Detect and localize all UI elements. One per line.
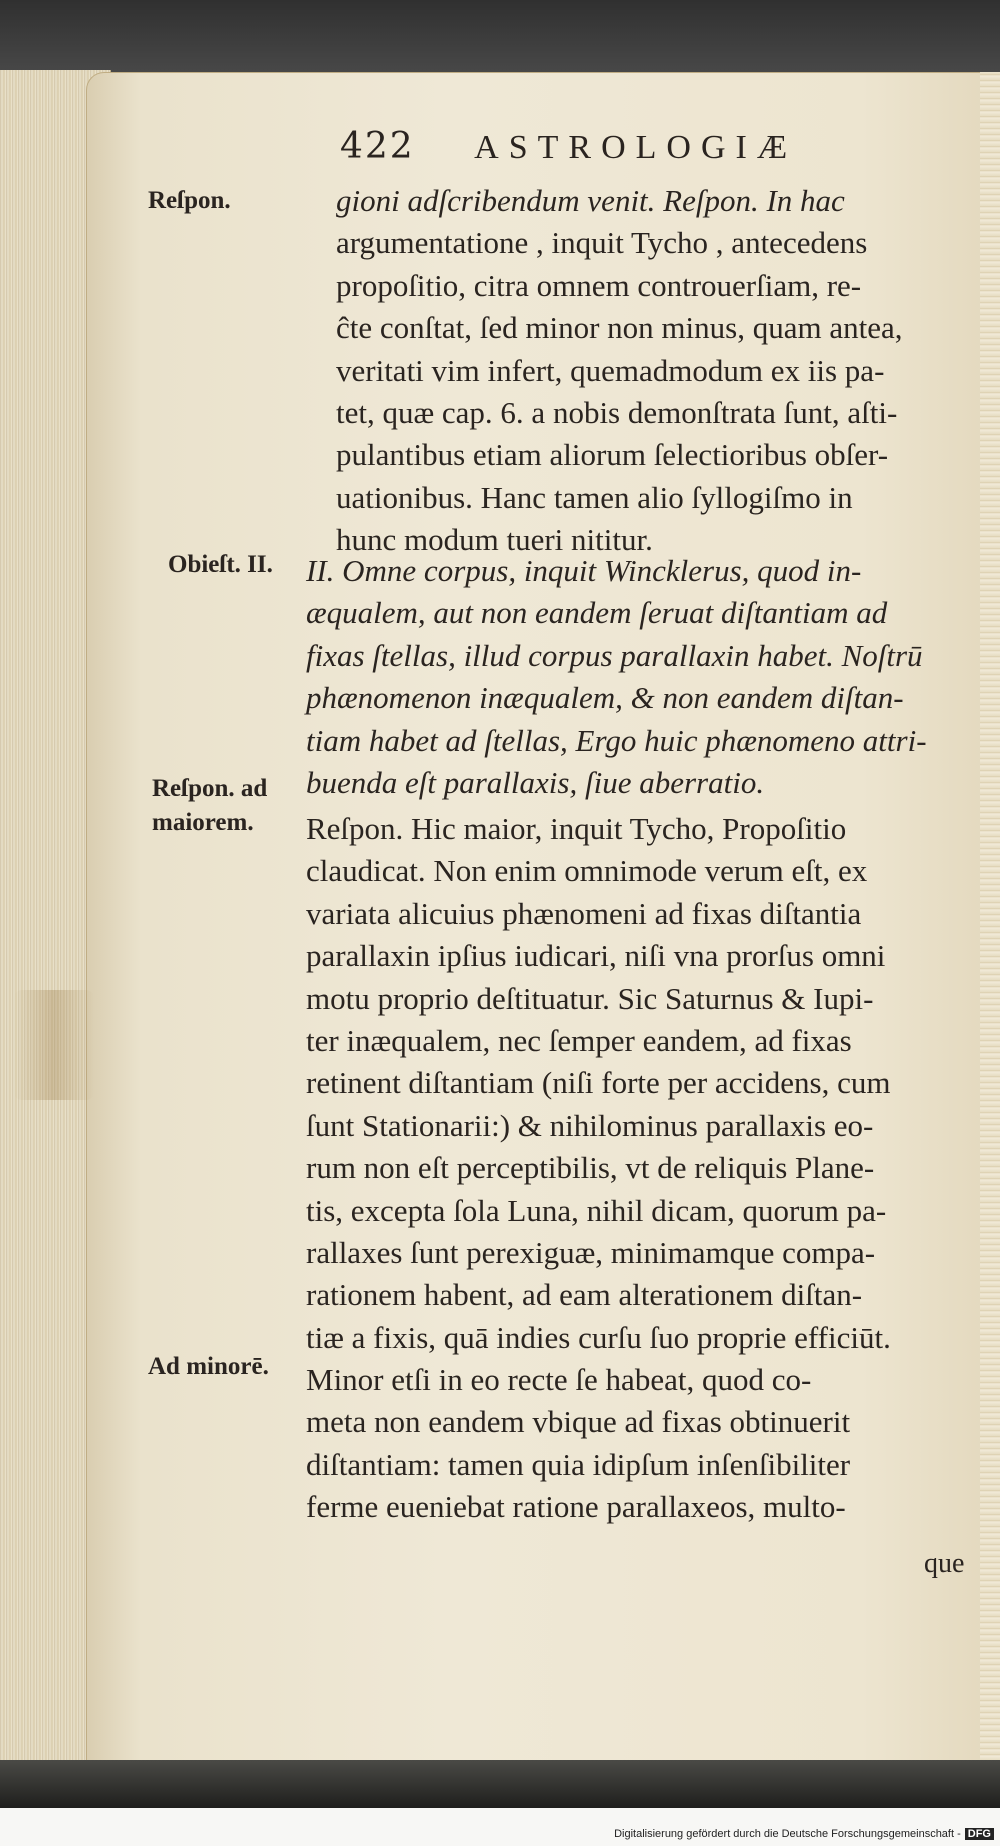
text-block-response — [306, 808, 891, 1529]
margin-note-obiect: Obieſt. II. — [168, 551, 273, 578]
digitization-credit — [614, 1828, 994, 1840]
text-line: Reſpon. Hic maior, inquit Tycho, Propoſitio — [306, 811, 847, 846]
text-line: tet, quæ cap. 6. a nobis demonſtrata ſunt, aſti- — [336, 394, 898, 430]
text-block-objection — [306, 550, 927, 804]
scan-bottom-background — [0, 1760, 1000, 1808]
scan-top-background — [0, 0, 1000, 80]
text-line: gioni adſcribendum venit. Reſpon. In hac — [336, 183, 845, 218]
text-line: argumentatione , inquit Tycho , antecedens — [336, 225, 868, 261]
text-line: ſunt Stationarii:) & nihilominus parallaxis eo- — [306, 1107, 874, 1143]
text-line: ĉte conſtat, ſed minor non minus, quam antea, — [336, 310, 903, 346]
text-line: tiæ a fixis, quā indies curſu ſuo proprie efficiūt. — [306, 1319, 891, 1355]
page-number: 422 — [340, 126, 415, 167]
text-line: motu proprio deſtituatur. Sic Saturnus & Iupi- — [306, 980, 874, 1016]
credit-text: Digitalisierung gefördert durch die Deutsche Forschungsgemeinschaft - — [614, 1828, 961, 1840]
catchword: que — [924, 1548, 965, 1579]
text-line: pulantibus etiam aliorum ſelectioribus obſer- — [336, 437, 889, 473]
text-line: phænomenon inæqualem, & non eandem diſtan- — [306, 680, 904, 716]
text-block-first — [336, 180, 902, 562]
margin-note-respon-ad: Reſpon. ad — [152, 775, 268, 802]
text-line: Minor etſi in eo recte ſe habeat, quod co- — [306, 1362, 812, 1398]
text-line: variata alicuius phænomeni ad fixas diſtantia — [306, 895, 862, 931]
text-line: tis, excepta ſola Luna, nihil dicam, quorum pa- — [306, 1192, 887, 1228]
thumb-shadow — [14, 990, 94, 1100]
text-line: ter inæqualem, nec ſemper eandem, ad fixas — [306, 1022, 852, 1058]
text-line: II. Omne corpus, inquit Wincklerus, quod in- — [306, 553, 862, 588]
text-line: claudicat. Non enim omnimode verum eſt, ex — [306, 853, 868, 889]
running-title: ASTROLOGIÆ — [474, 129, 798, 166]
footer-strip — [0, 1808, 1000, 1846]
text-line: retinent diſtantiam (niſi forte per accidens, cum — [306, 1065, 891, 1101]
opposite-page-edge — [980, 72, 1000, 1784]
text-line: rationem habent, ad eam alterationem diſtan- — [306, 1277, 863, 1313]
text-line: æqualem, aut non eandem ſeruat diſtantiam ad — [306, 595, 888, 631]
dfg-logo: DFG — [965, 1828, 994, 1840]
text-line: veritati vim infert, quemadmodum ex iis pa- — [336, 352, 885, 388]
margin-note-respon: Reſpon. — [148, 187, 231, 214]
text-line: propoſitio, citra omnem controuerſiam, re- — [336, 267, 862, 303]
text-line: rum non eſt perceptibilis, vt de reliquis Plane- — [306, 1150, 875, 1186]
text-line: tiam habet ad ſtellas, Ergo huic phænomeno attri- — [306, 722, 927, 758]
text-line: ferme eueniebat ratione parallaxeos, multo- — [306, 1489, 846, 1525]
text-line: meta non eandem vbique ad fixas obtinuerit — [306, 1404, 851, 1440]
text-line: rallaxes ſunt perexiguæ, minimamque compa- — [306, 1234, 876, 1270]
text-line: diſtantiam: tamen quia idipſum inſenſibiliter — [306, 1446, 851, 1482]
margin-note-ad-minorem: Ad minorē. — [148, 1353, 269, 1380]
text-line: buenda eſt parallaxis, ſiue aberratio. — [306, 764, 765, 800]
text-line: hunc modum tueri nititur. — [336, 522, 653, 558]
text-line: fixas ſtellas, illud corpus parallaxin habet. Noſtrū — [306, 637, 923, 673]
margin-note-maiorem: maiorem. — [152, 809, 254, 836]
running-header — [340, 126, 797, 167]
text-line: parallaxin ipſius iudicari, niſi vna prorſus omni — [306, 938, 886, 974]
text-line: uationibus. Hanc tamen alio ſyllogiſmo in — [336, 479, 853, 515]
